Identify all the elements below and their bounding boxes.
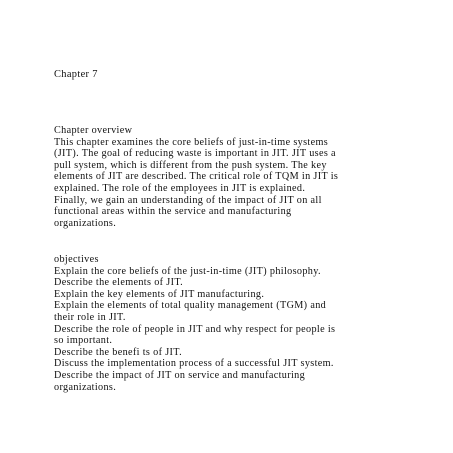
objectives-section bbox=[54, 254, 414, 393]
objective-line: Explain the key elements of JIT manufacturing. bbox=[54, 288, 265, 300]
objective-line: Describe the benefi ts of JIT. bbox=[54, 346, 182, 358]
chapter-heading bbox=[54, 69, 414, 81]
overview-line: organizations. bbox=[54, 217, 117, 229]
objective-line: organizations. bbox=[54, 381, 117, 393]
objective-line: Discuss the implementation process of a successful JIT system. bbox=[54, 358, 334, 370]
overview-line: functional areas within the service and manufacturing bbox=[54, 206, 292, 218]
overview-line: Finally, we gain an understanding of the impact of JIT on all bbox=[54, 194, 322, 206]
objective-line: Describe the impact of JIT on service and manufacturing bbox=[54, 369, 306, 381]
objectives-heading: objectives bbox=[54, 254, 99, 265]
objective-line: so important. bbox=[54, 335, 113, 347]
objective-line: their role in JIT. bbox=[54, 311, 126, 323]
objective-line: Explain the elements of total quality management (TGM) and bbox=[54, 300, 327, 312]
overview-line: pull system, which is different from the push system. The key bbox=[54, 159, 327, 171]
overview-line: explained. The role of the employees in JIT is explained. bbox=[54, 182, 306, 194]
chapter-heading-text: Chapter 7 bbox=[54, 69, 98, 80]
objective-line: Explain the core beliefs of the just-in-time (JIT) philosophy. bbox=[54, 265, 321, 277]
overview-line: elements of JIT are described. The critical role of TQM in JIT is bbox=[54, 171, 339, 183]
overview-line: (JIT). The goal of reducing waste is important in JIT. JIT uses a bbox=[54, 148, 336, 160]
objective-line: Describe the role of people in JIT and why respect for people is bbox=[54, 323, 336, 335]
overview-heading: Chapter overview bbox=[54, 125, 133, 136]
overview-line: This chapter examines the core beliefs of just-in-time systems bbox=[54, 136, 329, 148]
objective-line: Describe the elements of JIT. bbox=[54, 277, 184, 289]
chapter-overview-section bbox=[54, 125, 414, 229]
